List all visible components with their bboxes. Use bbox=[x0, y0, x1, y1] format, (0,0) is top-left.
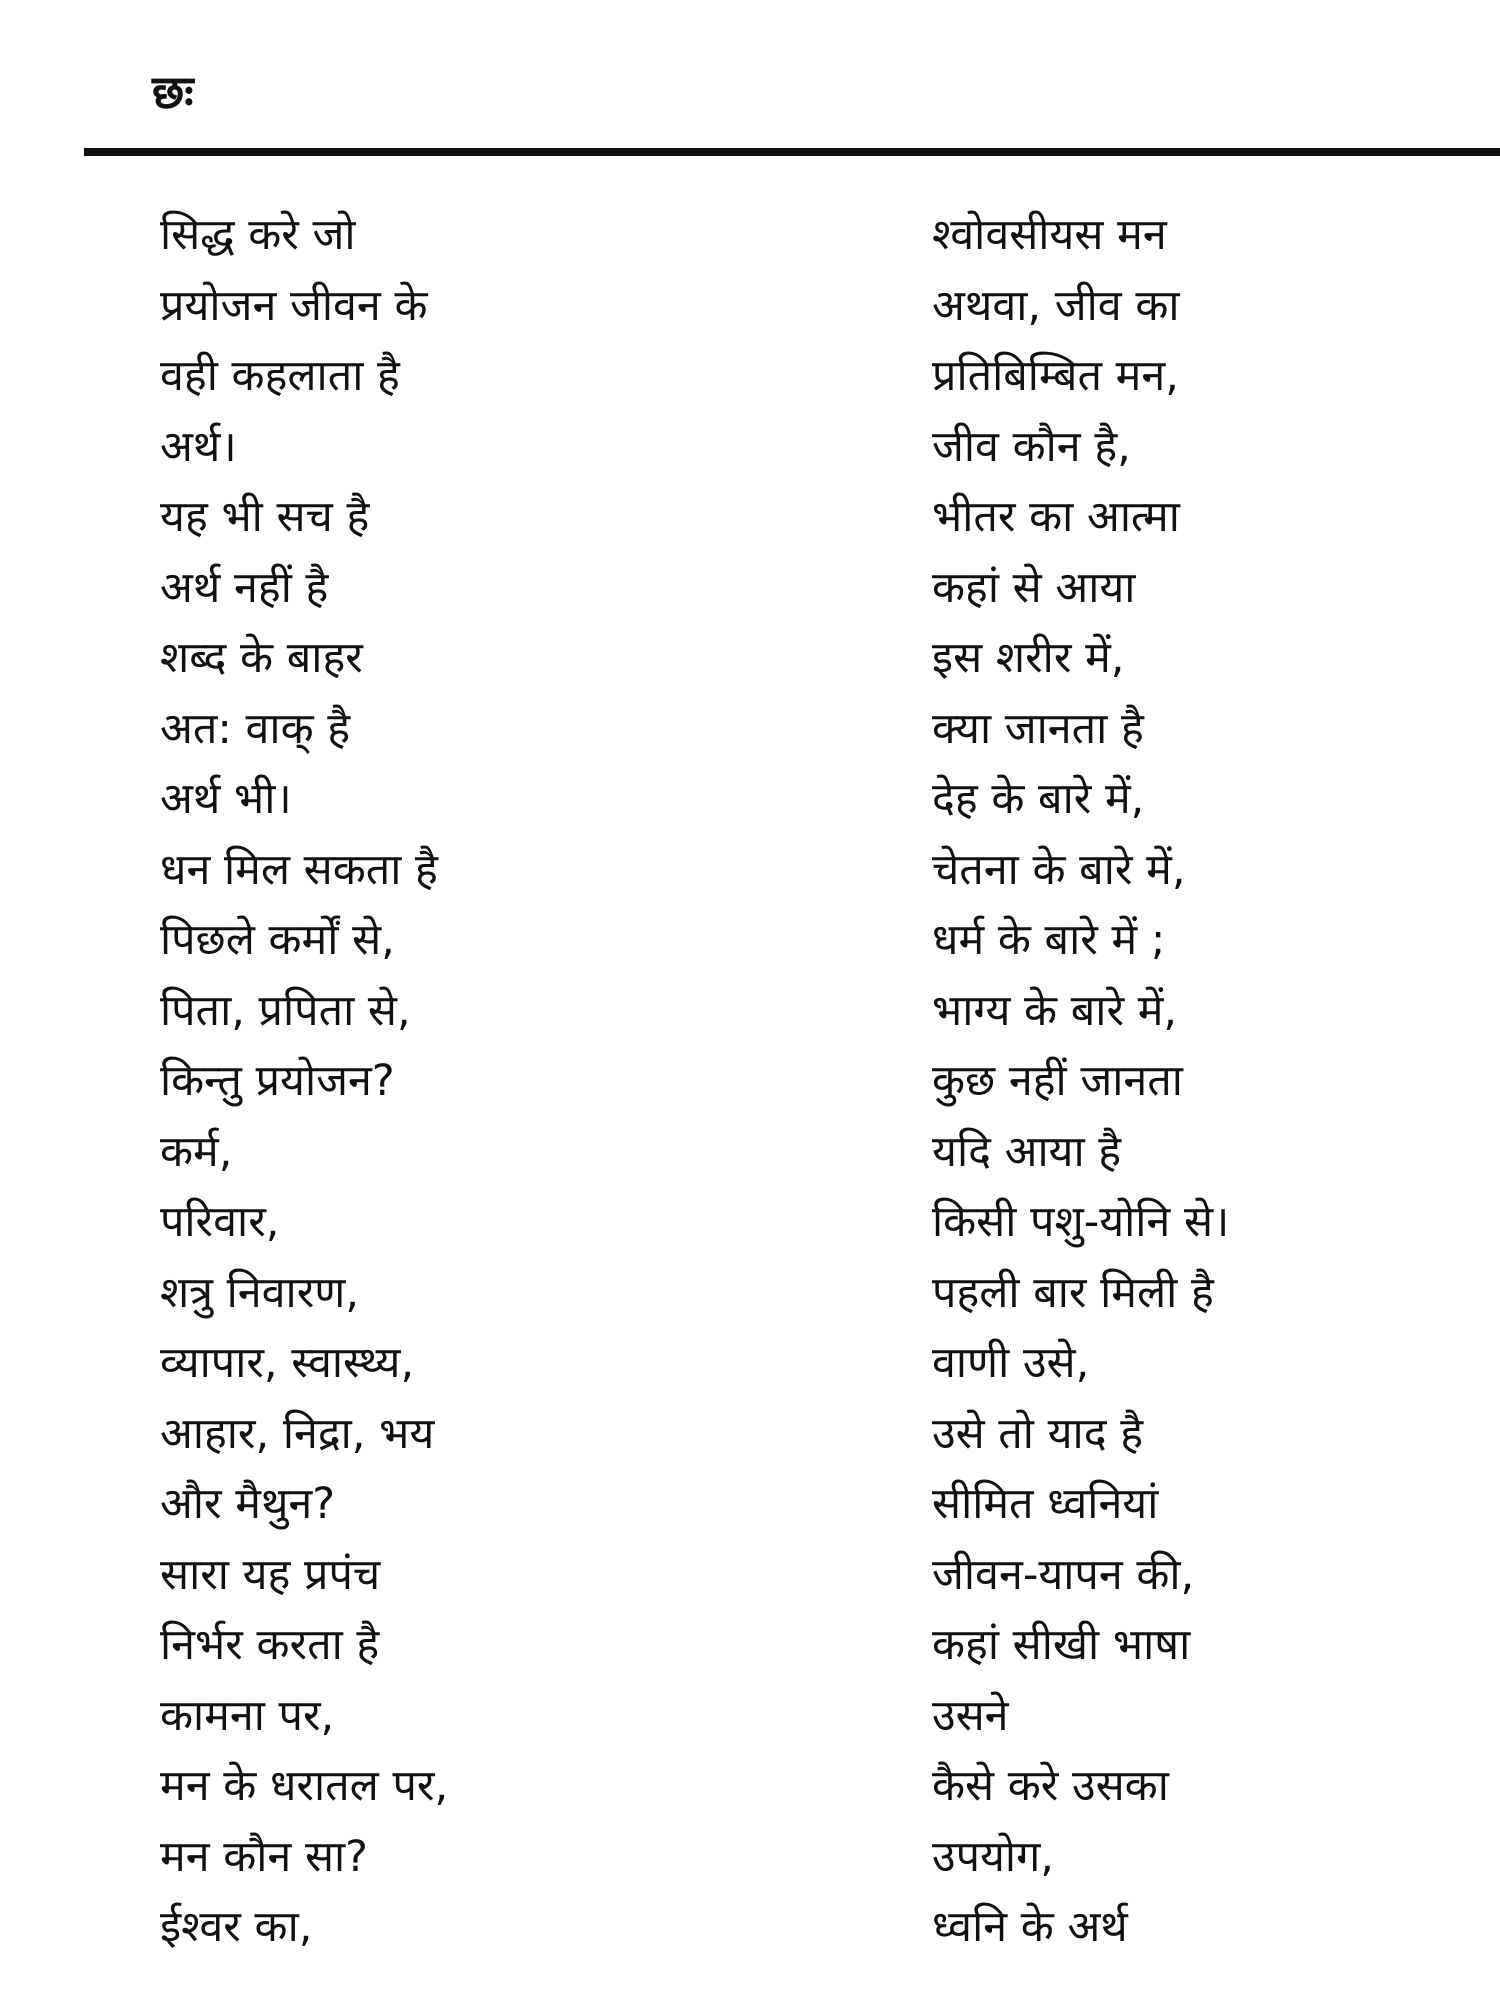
verse-line: क्या जानता है bbox=[932, 703, 1144, 754]
verse-line: पहली बार मिली है bbox=[932, 1267, 1214, 1318]
verse-line: कुछ नहीं जानता bbox=[932, 1056, 1183, 1106]
verse-line: और मैथुन? bbox=[160, 1479, 336, 1529]
verse-line: श्वोवसीयस मन bbox=[932, 210, 1167, 260]
verse-line: यह भी सच है bbox=[160, 492, 370, 542]
verse-line: प्रतिबिम्बित मन, bbox=[932, 351, 1179, 401]
verse-line: ईश्वर का, bbox=[160, 1902, 313, 1952]
verse-line: व्यापार, स्वास्थ्य, bbox=[160, 1338, 415, 1388]
header-divider bbox=[84, 148, 1500, 156]
verse-line: यदि आया है bbox=[932, 1126, 1122, 1177]
verse-line: उसे तो याद है bbox=[932, 1408, 1144, 1459]
verse-line: पिछले कर्मों से, bbox=[160, 915, 395, 965]
verse-line: परिवार, bbox=[160, 1197, 280, 1247]
verse-line: मन कौन सा? bbox=[160, 1831, 368, 1882]
verse-line: कहां सीखी भाषा bbox=[932, 1620, 1191, 1670]
verse-line: भाग्य के बारे में, bbox=[932, 985, 1178, 1036]
verse-line: प्रयोजन जीवन के bbox=[160, 280, 428, 331]
verse-line: देह के बारे में, bbox=[932, 774, 1145, 824]
verse-line: उसने bbox=[932, 1690, 1009, 1741]
verse-line: कर्म, bbox=[160, 1126, 233, 1177]
verse-line: पिता, प्रपिता से, bbox=[160, 985, 411, 1036]
verse-line: किसी पशु-योनि से। bbox=[932, 1197, 1230, 1247]
verse-line: सीमित ध्वनियां bbox=[932, 1479, 1159, 1529]
verse-line: मन के धरातल पर, bbox=[160, 1761, 449, 1811]
poem-left-column bbox=[160, 200, 448, 1963]
verse-line: शब्द के बाहर bbox=[160, 633, 363, 683]
verse-line: ध्वनि के अर्थ bbox=[932, 1902, 1128, 1952]
verse-line: शत्रु निवारण, bbox=[160, 1267, 360, 1318]
verse-line: अत: वाक् है bbox=[160, 703, 351, 754]
verse-line: धन मिल सकता है bbox=[160, 844, 438, 895]
verse-line: सारा यह प्रपंच bbox=[160, 1549, 381, 1600]
verse-line: चेतना के बारे में, bbox=[932, 844, 1186, 895]
verse-line: उपयोग, bbox=[932, 1831, 1054, 1882]
verse-line: अर्थ भी। bbox=[160, 774, 292, 824]
verse-line: अर्थ। bbox=[160, 421, 237, 472]
verse-line: निर्भर करता है bbox=[160, 1620, 380, 1670]
verse-line: कहां से आया bbox=[932, 562, 1136, 613]
verse-line: वही कहलाता है bbox=[160, 351, 400, 401]
verse-line: किन्तु प्रयोजन? bbox=[160, 1056, 395, 1106]
poem-right-column bbox=[932, 200, 1229, 1963]
verse-line: सिद्ध करे जो bbox=[160, 210, 356, 260]
verse-line: आहार, निद्रा, भय bbox=[160, 1408, 435, 1459]
verse-line: जीव कौन है, bbox=[932, 421, 1131, 472]
verse-line: इस शरीर में, bbox=[932, 633, 1125, 683]
verse-line: वाणी उसे, bbox=[932, 1338, 1090, 1388]
verse-line: जीवन-यापन की, bbox=[932, 1549, 1195, 1600]
page-title: छः bbox=[152, 65, 194, 119]
verse-line: अथवा, जीव का bbox=[932, 280, 1180, 331]
verse-line: कामना पर, bbox=[160, 1690, 335, 1741]
verse-line: कैसे करे उसका bbox=[932, 1761, 1169, 1811]
verse-line: धर्म के बारे में ; bbox=[932, 915, 1166, 965]
verse-line: अर्थ नहीं है bbox=[160, 562, 329, 613]
verse-line: भीतर का आत्मा bbox=[932, 492, 1180, 542]
